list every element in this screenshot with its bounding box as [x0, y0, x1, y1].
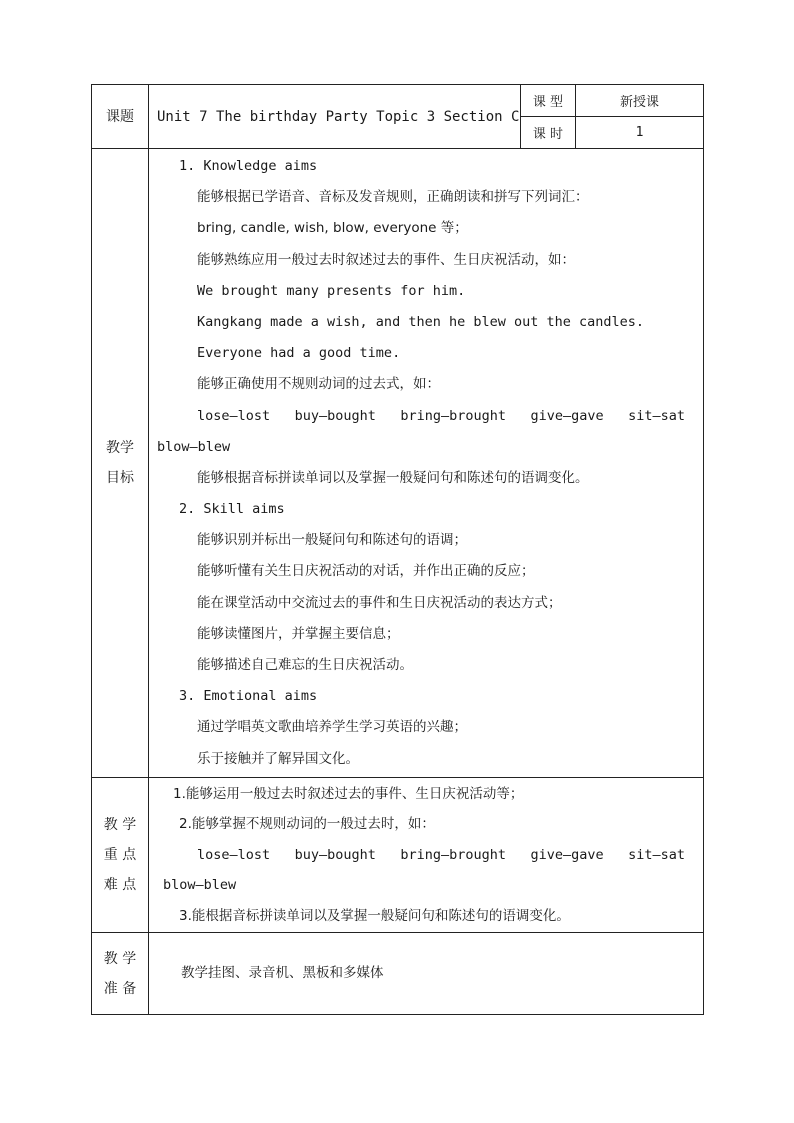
preparation-content	[149, 933, 704, 1015]
preparation-text: 教学挂图、录音机、黑板和多媒体	[181, 965, 384, 982]
knowledge-line: 能够正确使用不规则动词的过去式，如：	[197, 376, 440, 393]
verb-list	[149, 401, 703, 432]
key-point-line: 3.能根据音标拼读单词以及掌握一般疑问句和陈述句的语调变化。	[179, 907, 570, 924]
topic-label: 课题	[92, 85, 149, 149]
knowledge-line: bring, candle, wish, blow, everyone 等；	[197, 220, 468, 237]
key-points-label-line3: 难 点	[103, 877, 137, 893]
preparation-label-line1: 教 学	[103, 950, 137, 967]
verb-pair: buy—bought	[294, 846, 376, 863]
knowledge-line: 能够根据音标拼读单词以及掌握一般疑问句和陈述句的语调变化。	[197, 469, 589, 486]
objectives-label-line1: 教学	[106, 439, 134, 456]
preparation-label	[92, 933, 149, 1015]
knowledge-heading: 1. Knowledge aims	[179, 158, 318, 174]
emotional-heading: 3. Emotional aims	[179, 688, 318, 705]
key-point-line: 2.能够掌握不规则动词的一般过去时，如：	[179, 816, 435, 833]
key-points-label	[92, 777, 149, 933]
verb-pair: bring—brought	[400, 846, 507, 863]
skill-line: 能够听懂有关生日庆祝活动的对话，并作出正确的反应；	[197, 563, 535, 580]
knowledge-line: 能够熟练应用一般过去时叙述过去的事件、生日庆祝活动，如：	[197, 251, 575, 268]
verb-pair: sit—sat	[628, 846, 685, 863]
objectives-label-line2: 目标	[106, 469, 134, 486]
knowledge-line: 能够根据已学语音、音标及发音规则，正确朗读和拼写下列词汇：	[197, 189, 589, 206]
verb-pair: lose—lost	[197, 846, 271, 863]
type-value: 新授课	[576, 85, 704, 117]
key-point-line: 1.能够运用一般过去时叙述过去的事件、生日庆祝活动等；	[173, 785, 524, 802]
verb-pair-wrap: blow—blew	[163, 877, 237, 894]
type-label: 课 型	[521, 85, 576, 117]
hours-value: 1	[576, 117, 704, 149]
verb-pair: give—gave	[530, 846, 604, 863]
objectives-label	[92, 149, 149, 778]
key-points-content	[149, 777, 704, 933]
key-points-label-line1: 教 学	[103, 817, 137, 833]
verb-pair: sit—sat	[628, 407, 685, 424]
verb-list	[149, 840, 703, 871]
topic-title: Unit 7 The birthday Party Topic 3 Section C	[149, 85, 521, 149]
objectives-content	[149, 149, 704, 778]
preparation-label-line2: 准 备	[103, 980, 137, 997]
skill-line: 能够识别并标出一般疑问句和陈述句的语调；	[197, 532, 467, 549]
lesson-plan-table	[91, 84, 704, 1015]
verb-pair: buy—bought	[294, 407, 376, 424]
skill-line: 能够描述自己难忘的生日庆祝活动。	[197, 657, 413, 673]
key-points-label-line2: 重 点	[103, 847, 137, 863]
skill-heading: 2. Skill aims	[179, 501, 285, 518]
verb-pair: give—gave	[530, 407, 604, 424]
verb-pair-wrap: blow—blew	[157, 438, 231, 455]
knowledge-line: Everyone had a good time.	[197, 345, 401, 362]
knowledge-line: We brought many presents for him.	[197, 282, 466, 299]
verb-pair: bring—brought	[400, 407, 507, 424]
verb-pair: lose—lost	[197, 407, 271, 424]
skill-line: 能在课堂活动中交流过去的事件和生日庆祝活动的表达方式；	[197, 594, 562, 611]
emotional-line: 乐于接触并了解异国文化。	[197, 750, 359, 767]
hours-label: 课 时	[521, 117, 576, 149]
knowledge-line: Kangkang made a wish, and then he blew out the candles.	[197, 313, 645, 330]
emotional-line: 通过学唱英文歌曲培养学生学习英语的兴趣；	[197, 719, 467, 736]
skill-line: 能够读懂图片，并掌握主要信息；	[197, 625, 400, 642]
